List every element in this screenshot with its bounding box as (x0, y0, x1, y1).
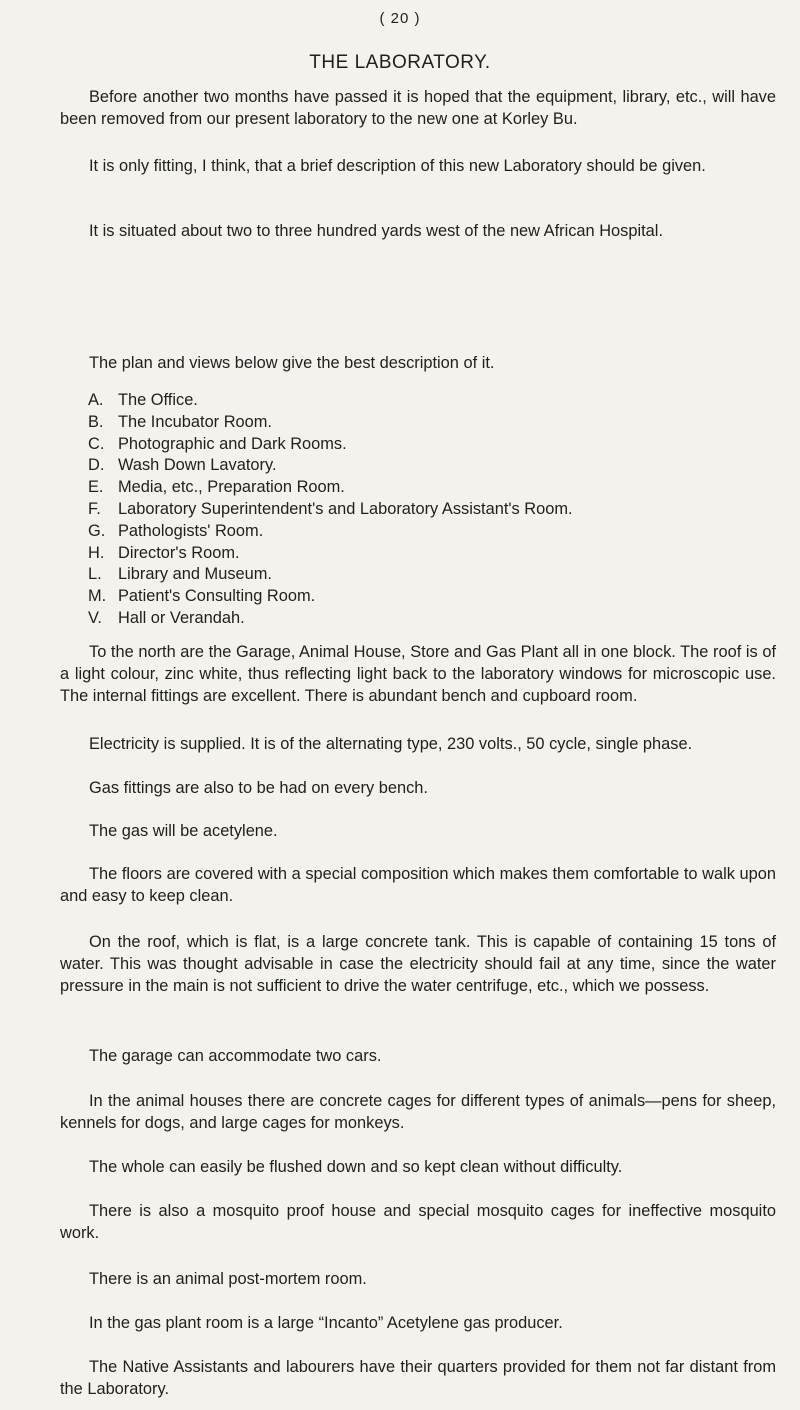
paragraph: The gas will be acetylene. (89, 822, 278, 840)
list-item (88, 608, 573, 630)
room-letter: A. (88, 391, 104, 409)
paragraph: The plan and views below give the best description of it. (89, 354, 495, 372)
paragraph: The garage can accommodate two cars. (89, 1047, 382, 1065)
room-name: The Office. (118, 391, 198, 409)
paragraph: Before another two months have passed it is hoped that the equipment, library, etc., will have been removed from our present laboratory to the new one at Korley Bu. (60, 88, 776, 128)
room-name: Photographic and Dark Rooms. (118, 434, 347, 453)
room-letter: B. (88, 412, 104, 431)
room-name: The Incubator Room. (118, 412, 272, 431)
room-letter: V. (88, 608, 102, 627)
room-letter: G. (88, 521, 106, 540)
room-list (88, 390, 573, 630)
room-letter: M. (88, 587, 107, 606)
list-item (88, 586, 573, 608)
list-item (88, 455, 573, 477)
paragraph: The floors are covered with a special composition which makes them comfortable to walk upon and easy to keep clean. (60, 865, 776, 905)
paragraph: It is situated about two to three hundred yards west of the new African Hospital. (89, 222, 663, 240)
list-item (88, 477, 573, 499)
paragraph: Gas fittings are also to be had on every bench. (89, 779, 428, 797)
list-item (88, 521, 573, 543)
paragraph: Electricity is supplied. It is of the alternating type, 230 volts., 50 cycle, single phase. (89, 735, 693, 753)
room-name: Wash Down Lavatory. (118, 456, 277, 475)
room-letter: H. (88, 543, 105, 562)
page-number: ( 20 ) (379, 10, 421, 27)
room-name: Patient's Consulting Room. (118, 587, 316, 606)
list-item (88, 412, 573, 434)
paragraph: There is an animal post-mortem room. (89, 1270, 367, 1288)
room-letter: C. (88, 434, 105, 453)
list-item (88, 434, 573, 456)
room-name: Media, etc., Preparation Room. (118, 478, 345, 497)
list-item (88, 390, 573, 412)
list-item (88, 543, 573, 565)
room-letter: F. (88, 499, 101, 518)
paragraph: There is also a mosquito proof house and special mosquito cages for ineffective mosquito work. (60, 1202, 776, 1242)
room-name: Library and Museum. (118, 565, 272, 584)
room-letter: D. (88, 456, 105, 475)
paragraph: The Native Assistants and labourers have their quarters provided for them not far distant from the Laboratory. (60, 1358, 776, 1398)
paragraph: To the north are the Garage, Animal House, Store and Gas Plant all in one block. The roof is of a light colour, zinc white, thus reflecting light back to the laboratory windows for microscopic use. The internal fittings are excellent. There is abundant bench and cupboard room. (60, 643, 776, 705)
room-name: Pathologists' Room. (118, 521, 264, 540)
room-name: Director's Room. (118, 543, 240, 562)
room-letter: E. (88, 478, 104, 497)
room-name: Hall or Verandah. (118, 608, 245, 627)
paragraph: It is only fitting, I think, that a brief description of this new Laboratory should be given. (89, 157, 706, 175)
paragraph: On the roof, which is flat, is a large concrete tank. This is capable of containing 15 tons of water. This was thought advisable in case the electricity should fail at any time, since the water pressure in the main is not sufficient to drive the water centrifuge, etc., which we possess. (60, 933, 776, 995)
paragraph: In the gas plant room is a large “Incanto” Acetylene gas producer. (89, 1314, 563, 1332)
list-item (88, 564, 573, 586)
laboratory-heading: THE LABORATORY. (309, 52, 491, 73)
room-letter: L. (88, 565, 102, 584)
room-name: Laboratory Superintendent's and Laboratory Assistant's Room. (118, 499, 573, 518)
paragraph: In the animal houses there are concrete cages for different types of animals—pens for sheep, kennels for dogs, and large cages for monkeys. (60, 1092, 776, 1132)
paragraph: The whole can easily be flushed down and so kept clean without difficulty. (89, 1158, 623, 1176)
list-item (88, 499, 573, 521)
